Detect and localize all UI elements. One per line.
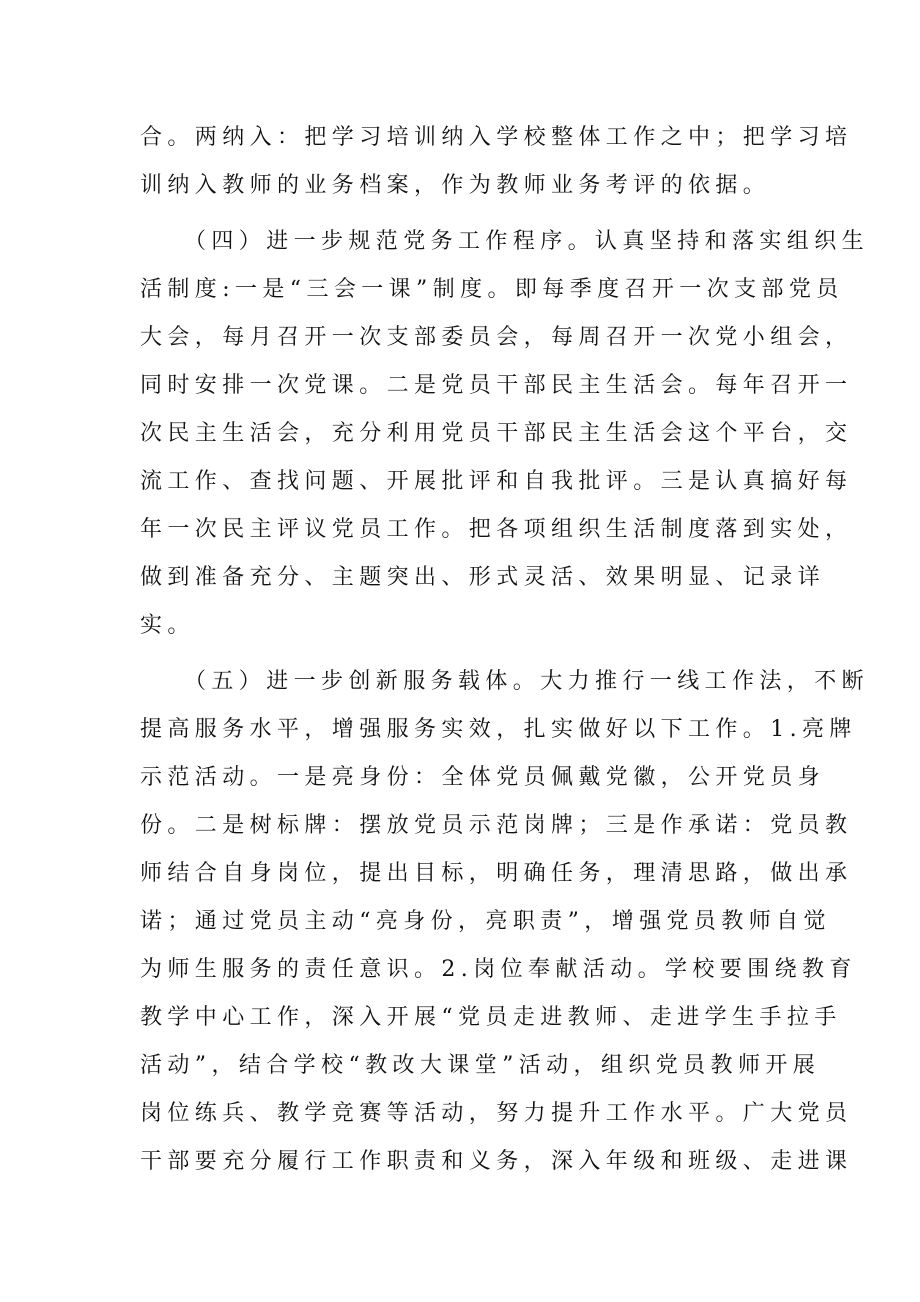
paragraph-4-line-2: 活制度:一是“三会一课”制度。即每季度召开一次支部党员 xyxy=(140,277,844,302)
paragraph-4-line-7: 年一次民主评议党员工作。把各项组织生活制度落到实处， xyxy=(140,517,853,542)
paragraph-5-line-7: 为师生服务的责任意识。2.岗位奉献活动。学校要围绕教育 xyxy=(140,957,857,982)
paragraph-4-line-3: 大会，每月召开一次支部委员会，每周召开一次党小组会， xyxy=(140,325,853,350)
paragraph-5-line-9: 活动”，结合学校“教改大课堂”活动，组织党员教师开展 xyxy=(140,1053,821,1078)
paragraph-5-line-11: 干部要充分履行工作职责和义务，深入年级和班级、走进课 xyxy=(140,1149,853,1174)
paragraph-5-line-10: 岗位练兵、教学竞赛等活动，努力提升工作水平。广大党员 xyxy=(140,1101,853,1126)
paragraph-5-line-6: 诺；通过党员主动“亮身份，亮职责”，增强党员教师自觉 xyxy=(140,909,831,934)
paragraph-5-line-5: 师结合自身岗位，提出目标，明确任务，理清思路，做出承 xyxy=(140,861,853,886)
paragraph-5-line-8: 教学中心工作，深入开展“党员走进教师、走进学生手拉手 xyxy=(140,1005,842,1030)
paragraph-4-line-1: （四）进一步规范党务工作程序。认真坚持和落实组织生 xyxy=(184,229,870,254)
paragraph-4-line-4: 同时安排一次党课。二是党员干部民主生活会。每年召开一 xyxy=(140,373,853,398)
paragraph-4-line-9: 实。 xyxy=(140,613,195,638)
paragraph-4-line-6: 流工作、查找问题、开展批评和自我批评。三是认真搞好每 xyxy=(140,469,853,494)
paragraph-4-line-5: 次民主生活会，充分利用党员干部民主生活会这个平台，交 xyxy=(140,421,853,446)
paragraph-5-line-1: （五）进一步创新服务载体。大力推行一线工作法，不断 xyxy=(184,669,870,694)
paragraph-5-line-3: 示范活动。一是亮身份：全体党员佩戴党徽，公开党员身 xyxy=(140,765,826,790)
paragraph-4-line-8: 做到准备充分、主题突出、形式灵活、效果明显、记录详 xyxy=(140,565,826,590)
text-line-2: 训纳入教师的业务档案，作为教师业务考评的依据。 xyxy=(140,173,771,198)
paragraph-5-line-4: 份。二是树标牌：摆放党员示范岗牌；三是作承诺：党员教 xyxy=(140,813,853,838)
text-line-1: 合。两纳入：把学习培训纳入学校整体工作之中；把学习培 xyxy=(140,125,853,150)
paragraph-5-line-2: 提高服务水平，增强服务实效，扎实做好以下工作。1.亮牌 xyxy=(140,717,857,742)
